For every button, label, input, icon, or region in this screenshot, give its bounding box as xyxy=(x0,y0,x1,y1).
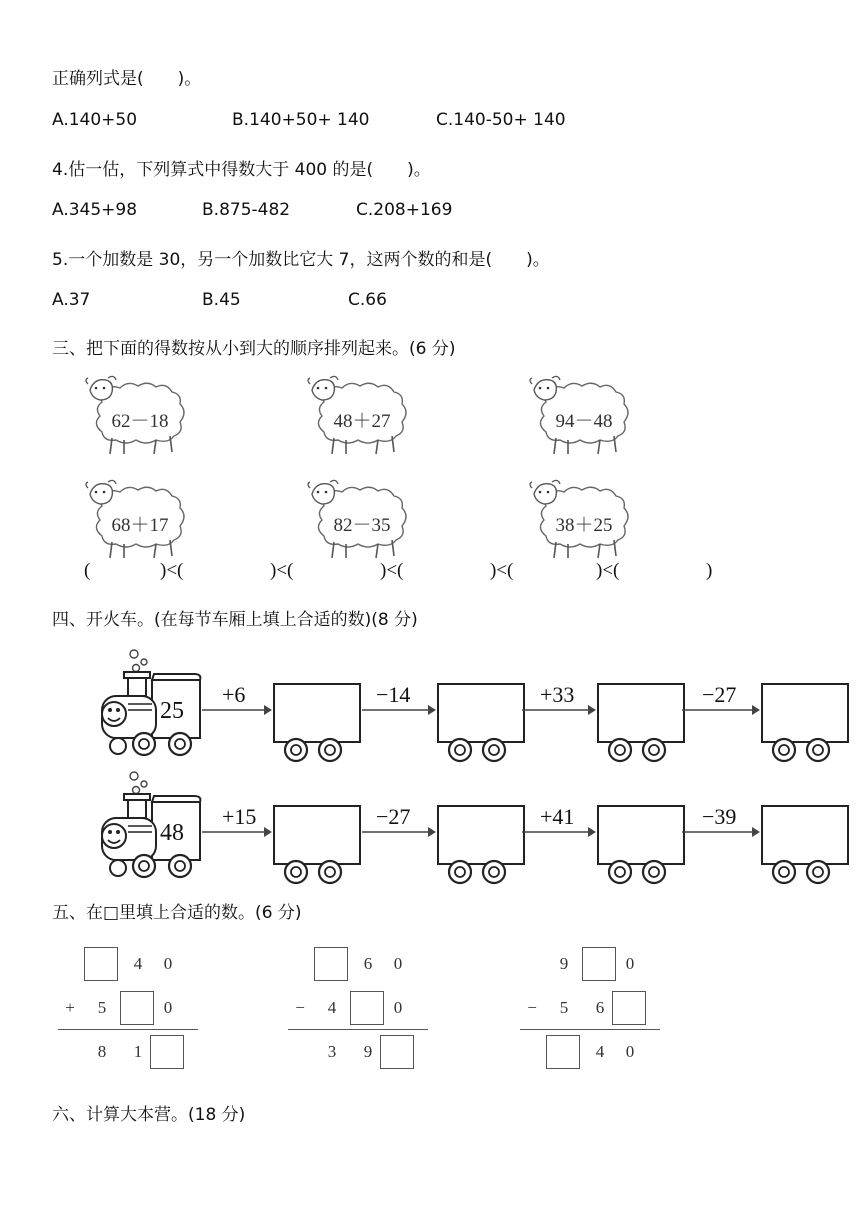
train-car[interactable] xyxy=(596,804,686,886)
digit: − xyxy=(295,998,305,1017)
digit: 5 xyxy=(559,998,569,1017)
q3-option-b: B.140+50+ 140 xyxy=(232,110,370,130)
answer-box[interactable] xyxy=(582,947,616,981)
answer-box[interactable] xyxy=(150,1035,184,1069)
train-car[interactable] xyxy=(436,682,526,764)
sheep-expression: 38＋25 xyxy=(555,515,613,536)
q5-option-b: B.45 xyxy=(202,290,241,310)
answer-box[interactable] xyxy=(380,1035,414,1069)
digit: 0 xyxy=(625,954,635,973)
train-car[interactable] xyxy=(272,682,362,764)
order-blank[interactable]: ( xyxy=(84,560,91,581)
train-operation: −27 xyxy=(376,804,411,829)
q4-option-a: A.345+98 xyxy=(52,200,138,220)
engine-number: 25 xyxy=(160,698,184,724)
sheep-card xyxy=(528,372,636,458)
train-operation: +33 xyxy=(540,682,575,707)
q3-option-a: A.140+50 xyxy=(52,110,138,130)
digit: 0 xyxy=(393,998,403,1017)
q3-stem: 正确列式是( )。 xyxy=(52,69,202,89)
order-blank[interactable]: )<( xyxy=(160,560,184,581)
order-blank[interactable]: )<( xyxy=(596,560,620,581)
digit: + xyxy=(65,998,75,1017)
digit: 4 xyxy=(595,1042,605,1061)
sheep-expression: 68＋17 xyxy=(111,515,169,536)
answer-box[interactable] xyxy=(350,991,384,1025)
sheep-card xyxy=(528,476,636,562)
digit: 0 xyxy=(163,998,173,1017)
answer-box[interactable] xyxy=(84,947,118,981)
train-operation: +15 xyxy=(222,804,257,829)
digit: 1 xyxy=(133,1042,143,1061)
train-car[interactable] xyxy=(272,804,362,886)
order-blank[interactable]: )<( xyxy=(270,560,294,581)
digit: 4 xyxy=(133,954,143,973)
train-operation: −39 xyxy=(702,804,737,829)
q5-option-c: C.66 xyxy=(348,290,387,310)
q4-option-c: C.208+169 xyxy=(356,200,453,220)
order-row xyxy=(84,560,724,584)
section3-title: 三、把下面的得数按从小到大的顺序排列起来。(6 分) xyxy=(52,339,456,359)
q3-option-c: C.140-50+ 140 xyxy=(436,110,566,130)
order-blank[interactable]: ) xyxy=(706,560,713,581)
digit: − xyxy=(527,998,537,1017)
train-operation: −14 xyxy=(376,682,411,707)
sheep-card xyxy=(306,372,414,458)
digit: 4 xyxy=(327,998,337,1017)
vertical-problem xyxy=(292,945,442,1075)
sheep-card xyxy=(306,476,414,562)
digit: 6 xyxy=(363,954,373,973)
train-row xyxy=(88,770,858,880)
sum-line xyxy=(520,1029,660,1030)
sum-line xyxy=(288,1029,428,1030)
vertical-problem xyxy=(524,945,674,1075)
train-row xyxy=(88,648,858,758)
digit: 3 xyxy=(327,1042,337,1061)
train-car[interactable] xyxy=(760,682,850,764)
train-car[interactable] xyxy=(596,682,686,764)
digit: 9 xyxy=(363,1042,373,1061)
sheep-expression: 94－48 xyxy=(555,411,613,432)
digit: 5 xyxy=(97,998,107,1017)
digit: 8 xyxy=(97,1042,107,1061)
train-operation: +41 xyxy=(540,804,575,829)
q5-stem: 5.一个加数是 30，另一个加数比它大 7，这两个数的和是( )。 xyxy=(52,250,550,270)
order-blank[interactable]: )<( xyxy=(380,560,404,581)
digit: 0 xyxy=(393,954,403,973)
section4-title: 四、开火车。(在每节车厢上填上合适的数)(8 分) xyxy=(52,610,418,630)
locomotive-icon xyxy=(88,648,208,758)
sheep-expression: 48＋27 xyxy=(333,411,391,432)
q4-stem: 4.估一估，下列算式中得数大于 400 的是( )。 xyxy=(52,160,431,180)
answer-box[interactable] xyxy=(120,991,154,1025)
digit: 0 xyxy=(625,1042,635,1061)
sum-line xyxy=(58,1029,198,1030)
answer-box[interactable] xyxy=(612,991,646,1025)
sheep-expression: 82－35 xyxy=(333,515,391,536)
sheep-card xyxy=(84,476,192,562)
digit: 9 xyxy=(559,954,569,973)
sheep-card xyxy=(84,372,192,458)
answer-box[interactable] xyxy=(314,947,348,981)
q5-option-a: A.37 xyxy=(52,290,91,310)
q4-option-b: B.875-482 xyxy=(202,200,291,220)
digit: 0 xyxy=(163,954,173,973)
digit: 6 xyxy=(595,998,605,1017)
train-operation: +6 xyxy=(222,682,246,707)
section5-title: 五、在□里填上合适的数。(6 分) xyxy=(52,903,302,923)
vertical-problem xyxy=(62,945,212,1075)
answer-box[interactable] xyxy=(546,1035,580,1069)
section6-title: 六、计算大本营。(18 分) xyxy=(52,1105,246,1125)
order-blank[interactable]: )<( xyxy=(490,560,514,581)
locomotive-icon xyxy=(88,770,208,880)
train-operation: −27 xyxy=(702,682,737,707)
sheep-expression: 62－18 xyxy=(111,411,169,432)
train-car[interactable] xyxy=(760,804,850,886)
engine-number: 48 xyxy=(160,820,184,846)
train-car[interactable] xyxy=(436,804,526,886)
